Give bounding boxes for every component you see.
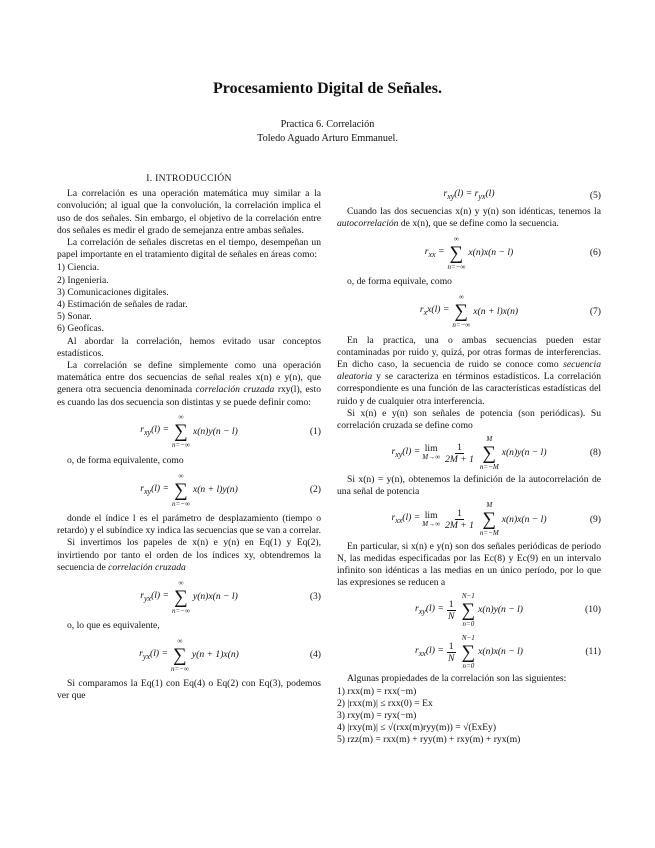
paper-author: Toledo Aguado Arturo Emmanuel.	[257, 133, 398, 144]
equation-10: $r_{xy}(l)$ = $\frac{1}{N}$ N−1 ∑ n=0 x(n)y(n − l) (10)	[415, 591, 601, 628]
paragraph-properties: Algunas propiedades de la correlación son las siguientes:	[347, 673, 567, 685]
equation-number: (6)	[589, 247, 601, 259]
equation-5: $r_{xy}(l) = r_{yx}(l)$ (5)	[443, 188, 601, 202]
equation-number: (11)	[585, 646, 601, 658]
paragraph-power: Si x(n) e y(n) son señales de potencia (son periódicas). Su correlación cruzada se define como	[337, 407, 601, 432]
equation-number: (5)	[589, 189, 601, 201]
equation-11: $r_{xx}(l)$ = $\frac{1}{N}$ N−1 ∑ n=0 x(n)x(n − l) (11)	[415, 633, 601, 670]
equation-8: $r_{xy}(l)$ = lim M→∞ $\frac{1}{2M + 1}$ M ∑ n=−M x(n)y(n − l) (8)	[391, 434, 601, 471]
list-item: 5) Sonar.	[57, 311, 92, 323]
equation-9: $r_{xx}(l)$ = lim M→∞ $\frac{1}{2M + 1}$ M ∑ n=−M x(n)x(n − l) (9)	[391, 501, 601, 538]
list-item: 2) |rxx(m)| ≤ rxx(0) = Ex	[337, 697, 433, 709]
paragraph-autocorr-power: Si x(n) = y(n), obtenemos la definición de la autocorrelación de una señal de potencia	[337, 474, 601, 498]
paragraph-invert: Si invertimos los papeles de x(n) e y(n) en Eq(1) y Eq(2), invirtiendo por tanto el orden de los índices xy, obtendremos la secuencia de correlación cruzada	[57, 537, 321, 573]
list-item: 6) Geofícas.	[57, 323, 104, 335]
equation-4: $r_{yx}(l)$ = ∞ ∑ n=−∞ y(n + 1)x(n) (4)	[139, 636, 321, 673]
paragraph-definition: La correlación se define simplemente como una operación matemática entre dos secuencias de señal reales x(n) e y(n), que genera otra secuencia denominada correlación cruzada rxy(l), esto es cuando las dos secuencia son distintas y se puede definir como:	[57, 360, 321, 408]
list-item: 1) rxx(m) = rxx(−m)	[337, 685, 417, 697]
equation-number: (10)	[585, 604, 601, 616]
equation-number: (7)	[589, 305, 601, 317]
equation-1: $r_{xy}(l)$ = ∞ ∑ n=−∞ x(n)y(n − l) (1)	[140, 413, 321, 450]
paper-title: Procesamiento Digital de Señales.	[212, 80, 442, 97]
equation-number: (2)	[309, 483, 321, 495]
equation-number: (1)	[309, 425, 321, 437]
list-item: 3) Comunicaciones digitales.	[57, 286, 169, 298]
paragraph-index: donde el índice l es el parámetro de desplazamiento (tiempo o retardo) y el subíndice xy indica las secuencias que se van a correlar.	[57, 513, 321, 537]
equation-number: (8)	[589, 447, 601, 459]
paragraph-equivalent-2: o, lo que es equivalente,	[67, 620, 160, 632]
list-item: 1) Ciencia.	[57, 262, 100, 274]
equation-number: (4)	[309, 649, 321, 661]
paragraph-periodic: En particular, si x(n) e y(n) son dos señales periódicas de período N, las medidas especificadas por las Ec(8) y Ec(9) en un intervalo infinito son idénticas a las medias en un único período, por lo que las expresiones se reducen a	[337, 540, 601, 589]
paragraph-autocorr: Cuando las dos secuencias x(n) y y(n) son idénticas, tenemos la autocorrelación de x(n), que se define como la secuencia.	[337, 206, 601, 230]
list-item: 4) |rxy(m)| ≤ √(rxx(m)ryy(m)) = √(ExEy)	[337, 722, 497, 734]
list-item: 4) Estimación de señales de radar.	[57, 299, 188, 311]
paragraph-compare: Si comparamos la Eq(1) con Eq(4) o Eq(2) con Eq(3), podemos ver que	[57, 678, 321, 702]
left-column	[57, 173, 321, 703]
right-column	[337, 186, 601, 747]
areas-list	[57, 262, 321, 335]
list-item: 5) rzz(m) = rxx(m) + ryy(m) + rxy(m) + ryx(m)	[337, 734, 521, 746]
paragraph-equivale: o, de forma equivale, como	[347, 276, 452, 288]
paragraph-areas: La correlación de señales discretas en el tiempo, desempeñan un papel importante en el tratamiento digital de señales en áreas como:	[57, 237, 321, 261]
equation-3: $r_{yx}(l)$ = ∞ ∑ n=−∞ y(n)x(n − l) (3)	[140, 578, 321, 615]
paragraph-noise: En la practica, una o ambas secuencias pueden estar contaminadas por ruido y, quizá, por otras formas de interferencias. En dicho caso, la secuencia de ruido se conoce como secuencia aleatoria y se caracteriza en términos estadísticos. La correlación correspondiente es una función de las características estadísticas del ruido y de cualquier otra interferencia.	[337, 334, 601, 407]
equation-number: (3)	[309, 590, 321, 602]
properties-list	[337, 686, 601, 747]
equation-6: $r_{xx}$ = ∞ ∑ n=−∞ x(n)x(n − l) (6)	[424, 234, 601, 271]
paragraph-equivalent: o, de forma equivalente, como	[67, 454, 184, 466]
list-item: 3) rxy(m) = ryx(−m)	[337, 710, 417, 722]
equation-number: (9)	[589, 513, 601, 525]
paragraph-stats: Al abordar la correlación, hemos evitado usar conceptos estadísticos.	[57, 335, 321, 359]
paper-subtitle: Practica 6. Correlación	[280, 119, 375, 130]
equation-7: $r_xx(l)$ = ∞ ∑ n=−∞ x(n + l)x(n) (7)	[419, 293, 601, 330]
equation-2: $r_{xy}(l)$ = ∞ ∑ n=−∞ x(n + l)y(n) (2)	[140, 471, 321, 508]
paragraph-intro: La correlación es una operación matemática muy similar a la convolución; al igual que la convolución, la correlación implica el uso de dos señales. Sin embargo, el objetivo de la correlación entre dos señales es medir el grado de semejanza entre ambas señales.	[57, 188, 321, 236]
list-item: 2) Ingenieria.	[57, 274, 109, 286]
section-heading: I. INTRODUCCIÓN	[146, 173, 232, 184]
